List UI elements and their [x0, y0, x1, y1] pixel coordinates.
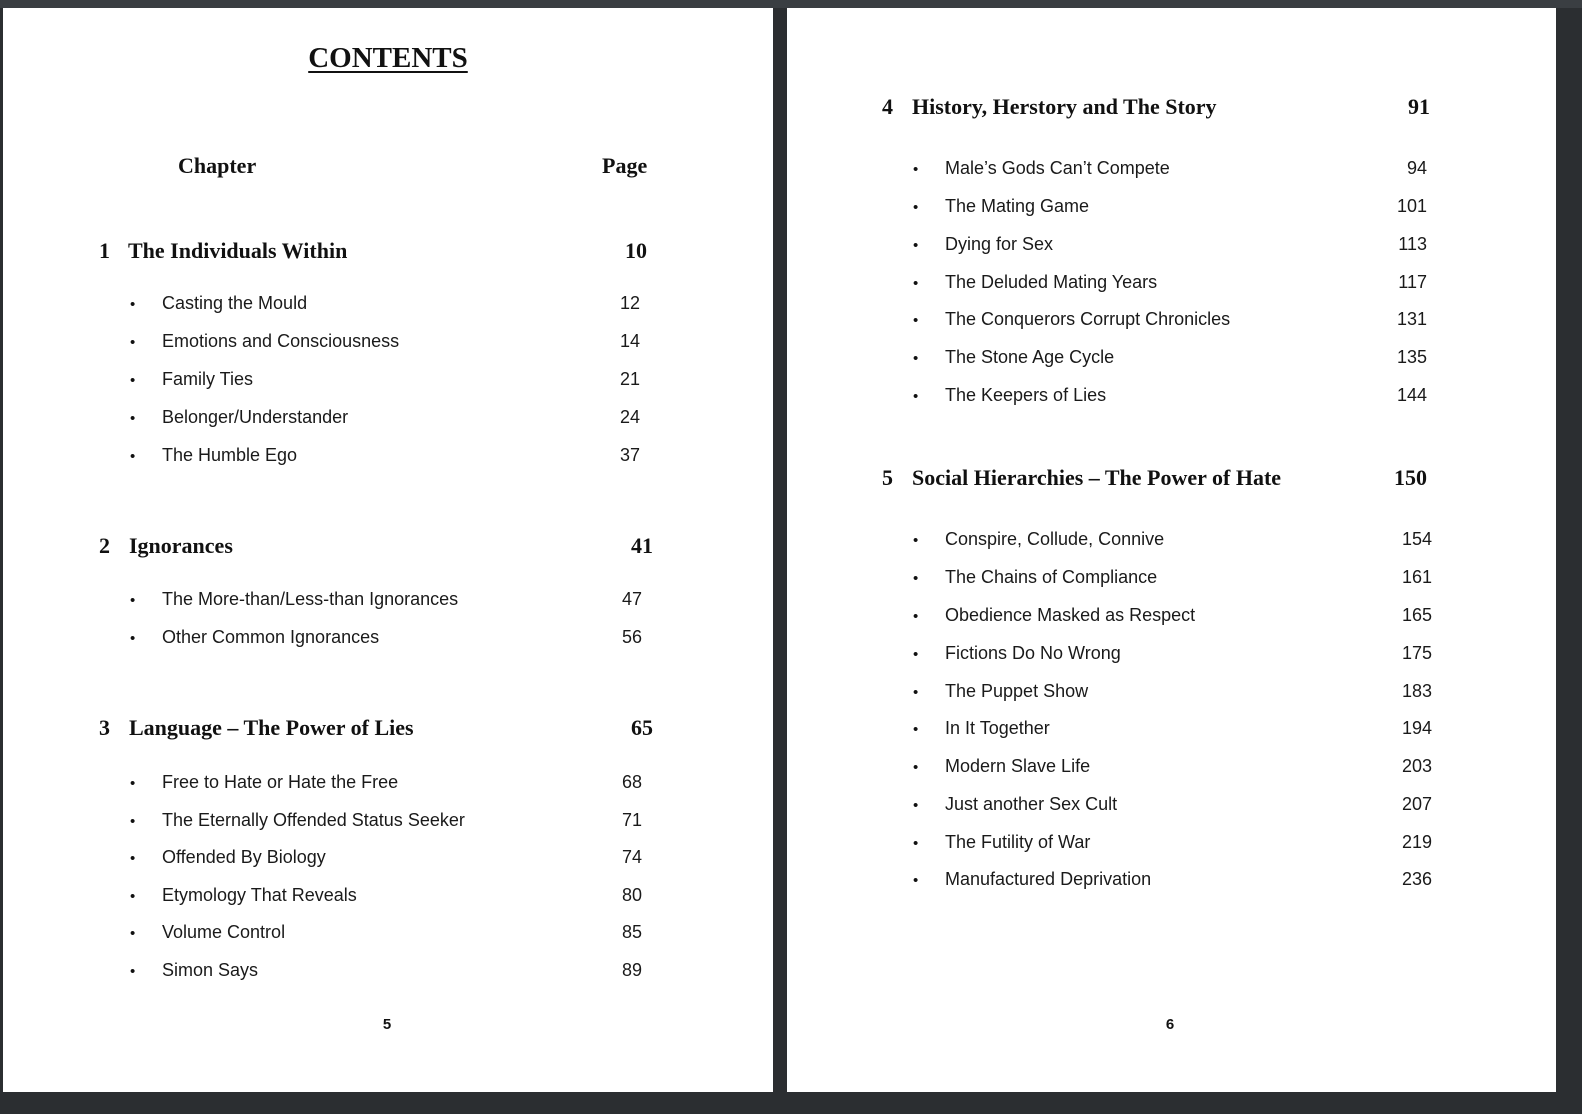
- toc-item[interactable]: [913, 567, 1443, 593]
- toc-item-page: 194: [1401, 718, 1432, 738]
- toc-item-label: Obedience Masked as Respect: [945, 605, 1196, 625]
- toc-item[interactable]: [130, 627, 650, 653]
- chapter-number: 3: [99, 715, 110, 740]
- bullet-icon: •: [913, 350, 919, 367]
- toc-item[interactable]: [913, 309, 1443, 335]
- toc-item-label: Etymology That Reveals: [162, 885, 357, 905]
- toc-item-page: 56: [621, 627, 642, 647]
- toc-item[interactable]: [913, 869, 1443, 895]
- toc-item-label: Offended By Biology: [162, 847, 326, 867]
- bullet-icon: •: [130, 925, 136, 942]
- toc-item-label: Volume Control: [162, 922, 286, 942]
- toc-item[interactable]: [913, 605, 1443, 631]
- chapter-number: 1: [99, 238, 110, 263]
- toc-item[interactable]: [913, 196, 1443, 222]
- document-page-left: [3, 8, 773, 1092]
- bullet-icon: •: [913, 388, 919, 405]
- bullet-icon: •: [130, 448, 136, 465]
- bullet-icon: •: [130, 888, 136, 905]
- toc-item-page: 144: [1396, 385, 1427, 405]
- toc-item-page: 165: [1401, 605, 1432, 625]
- toc-item-page: 161: [1401, 567, 1432, 587]
- toc-item[interactable]: [130, 885, 650, 911]
- toc-item-label: Family Ties: [162, 369, 254, 389]
- chapter-title: The Individuals Within: [128, 238, 348, 263]
- toc-item-page: 219: [1401, 832, 1432, 852]
- toc-item-label: The More-than/Less-than Ignorances: [162, 589, 459, 609]
- chapter-title: Ignorances: [129, 533, 233, 558]
- toc-item-label: Belonger/Understander: [162, 407, 349, 427]
- toc-item-label: Dying for Sex: [945, 234, 1054, 254]
- toc-item[interactable]: [130, 922, 650, 948]
- toc-item[interactable]: [130, 445, 650, 471]
- toc-item-page: 154: [1401, 529, 1432, 549]
- toc-item-label: The Eternally Offended Status Seeker: [162, 810, 465, 830]
- chapter-page: 65: [631, 715, 653, 740]
- chapter-page: 10: [625, 238, 647, 263]
- toc-item[interactable]: [130, 847, 650, 873]
- bullet-icon: •: [913, 684, 919, 701]
- bullet-icon: •: [913, 161, 919, 178]
- toc-item-label: The Keepers of Lies: [945, 385, 1107, 405]
- chapter-page: 150: [1394, 465, 1427, 490]
- toc-item-page: 89: [621, 960, 642, 980]
- document-page-right: [787, 8, 1556, 1092]
- toc-item-label: Manufactured Deprivation: [945, 869, 1152, 889]
- toc-item[interactable]: [913, 756, 1443, 782]
- page-number: 5: [382, 1016, 392, 1033]
- toc-item-page: 113: [1398, 234, 1427, 254]
- toc-item[interactable]: [913, 718, 1443, 744]
- toc-item-page: 37: [619, 445, 640, 465]
- toc-item-label: Emotions and Consciousness: [162, 331, 400, 351]
- chapter-title: History, Herstory and The Story: [912, 94, 1217, 119]
- bullet-icon: •: [913, 608, 919, 625]
- bullet-icon: •: [913, 721, 919, 738]
- toc-item-label: The Humble Ego: [162, 445, 298, 465]
- toc-item[interactable]: [130, 960, 650, 986]
- toc-item[interactable]: [913, 643, 1443, 669]
- bullet-icon: •: [130, 813, 136, 830]
- toc-item-page: 183: [1401, 681, 1432, 701]
- toc-item[interactable]: [913, 529, 1443, 555]
- bullet-icon: •: [130, 410, 136, 427]
- chapter-number: 2: [99, 533, 110, 558]
- bullet-icon: •: [130, 296, 136, 313]
- toc-item-page: 21: [619, 369, 640, 389]
- toc-item-page: 117: [1398, 272, 1427, 292]
- bullet-icon: •: [130, 775, 136, 792]
- toc-item-label: The Puppet Show: [945, 681, 1089, 701]
- bullet-icon: •: [913, 797, 919, 814]
- toc-item-label: Other Common Ignorances: [162, 627, 380, 647]
- bullet-icon: •: [130, 592, 136, 609]
- contents-heading: CONTENTS: [308, 42, 468, 74]
- bullet-icon: •: [130, 963, 136, 980]
- toc-item-label: Just another Sex Cult: [945, 794, 1118, 814]
- toc-item-page: 131: [1396, 309, 1427, 329]
- toc-item-page: 207: [1401, 794, 1432, 814]
- chapter-page: 91: [1408, 94, 1430, 119]
- bullet-icon: •: [913, 759, 919, 776]
- chapter-heading[interactable]: [99, 238, 659, 268]
- bullet-icon: •: [913, 199, 919, 216]
- toc-item-page: 12: [619, 293, 640, 313]
- toc-item-page: 94: [1406, 158, 1427, 178]
- chapter-heading[interactable]: [99, 533, 659, 563]
- toc-item[interactable]: [130, 331, 650, 357]
- toc-item-page: 101: [1396, 196, 1427, 216]
- toc-item-label: Casting the Mould: [162, 293, 308, 313]
- page-column-header: Page: [602, 153, 648, 178]
- chapter-page: 41: [631, 533, 653, 558]
- toc-item-label: The Chains of Compliance: [945, 567, 1158, 587]
- chapter-number: 4: [882, 94, 893, 119]
- toc-item-label: Male’s Gods Can’t Compete: [945, 158, 1170, 178]
- bullet-icon: •: [130, 372, 136, 389]
- bullet-icon: •: [913, 312, 919, 329]
- bullet-icon: •: [913, 275, 919, 292]
- bullet-icon: •: [913, 570, 919, 587]
- chapter-column-header: Chapter: [178, 153, 257, 178]
- chapter-heading[interactable]: [882, 94, 1442, 124]
- toc-item-label: The Stone Age Cycle: [945, 347, 1115, 367]
- toc-item[interactable]: [913, 272, 1443, 298]
- bullet-icon: •: [913, 872, 919, 889]
- bullet-icon: •: [913, 532, 919, 549]
- toc-item-page: 80: [621, 885, 642, 905]
- chapter-number: 5: [882, 465, 893, 490]
- toc-item-page: 47: [621, 589, 642, 609]
- toc-item-page: 203: [1401, 756, 1432, 776]
- chapter-title: Social Hierarchies – The Power of Hate: [912, 465, 1282, 490]
- toc-item-label: Fictions Do No Wrong: [945, 643, 1121, 663]
- chapter-title: Language – The Power of Lies: [129, 715, 414, 740]
- toc-item-page: 24: [619, 407, 640, 427]
- toc-item-page: 14: [619, 331, 640, 351]
- toc-item[interactable]: [130, 772, 650, 798]
- toc-item-page: 85: [621, 922, 642, 942]
- toc-item-page: 135: [1396, 347, 1427, 367]
- toc-item[interactable]: [130, 407, 650, 433]
- bullet-icon: •: [913, 835, 919, 852]
- toc-item[interactable]: [913, 832, 1443, 858]
- toc-item[interactable]: [913, 234, 1443, 260]
- toc-item-label: Simon Says: [162, 960, 259, 980]
- toc-item-label: In It Together: [945, 718, 1050, 738]
- bullet-icon: •: [130, 334, 136, 351]
- toc-item[interactable]: [130, 293, 650, 319]
- page-number: 6: [1165, 1016, 1175, 1033]
- bullet-icon: •: [130, 850, 136, 867]
- chapter-heading[interactable]: [882, 465, 1442, 495]
- bullet-icon: •: [130, 630, 136, 647]
- toc-item-page: 74: [621, 847, 642, 867]
- toc-item-label: The Mating Game: [945, 196, 1090, 216]
- toc-item-label: Conspire, Collude, Connive: [945, 529, 1165, 549]
- bullet-icon: •: [913, 646, 919, 663]
- toc-item[interactable]: [913, 385, 1443, 411]
- toc-item-page: 175: [1401, 643, 1432, 663]
- toc-item-label: The Conquerors Corrupt Chronicles: [945, 309, 1231, 329]
- toc-item[interactable]: [130, 589, 650, 615]
- toc-item[interactable]: [913, 347, 1443, 373]
- toc-item[interactable]: [913, 681, 1443, 707]
- toc-item-label: The Deluded Mating Years: [945, 272, 1158, 292]
- toc-item-label: Free to Hate or Hate the Free: [162, 772, 399, 792]
- toc-item[interactable]: [130, 810, 650, 836]
- chapter-heading[interactable]: [99, 715, 659, 745]
- toc-item-label: Modern Slave Life: [945, 756, 1091, 776]
- toc-item-page: 71: [621, 810, 642, 830]
- toc-item[interactable]: [913, 158, 1443, 184]
- toc-item-page: 68: [621, 772, 642, 792]
- bullet-icon: •: [913, 237, 919, 254]
- toc-item[interactable]: [913, 794, 1443, 820]
- viewer-top-bar: [0, 0, 1582, 8]
- toc-item-page: 236: [1401, 869, 1432, 889]
- toc-item-label: The Futility of War: [945, 832, 1091, 852]
- toc-item[interactable]: [130, 369, 650, 395]
